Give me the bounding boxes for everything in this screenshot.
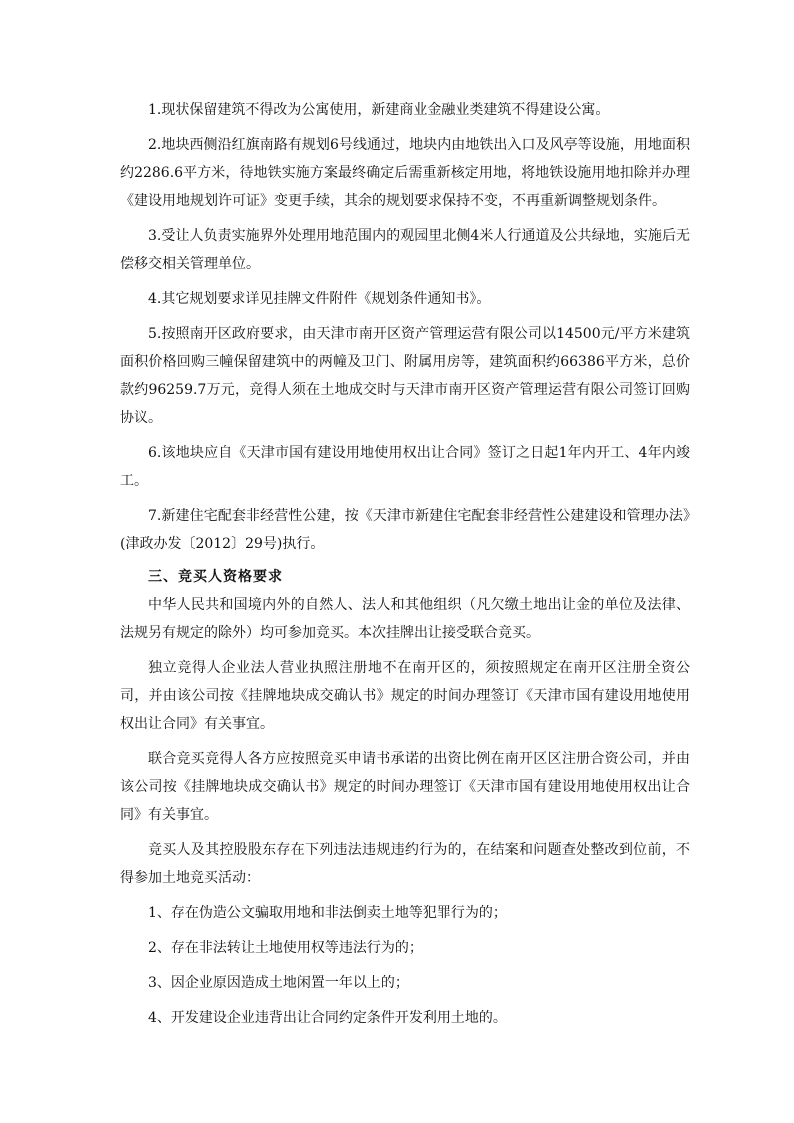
planning-requirement-1: 1.现状保留建筑不得改为公寓使用，新建商业金融业类建筑不得建设公寓。: [148, 102, 610, 118]
qualification-paragraph-2: 独立竞得人企业法人营业执照注册地不在南开区的，须按照规定在南开区注册全资公司，并由该公司按《挂牌地块成交确认书》规定的时间办理签订《天津市国有建设用地使用权出让合同》有关事宜。: [120, 660, 690, 732]
list-item-1: 1、存在伪造公文骗取用地和非法倒卖土地等犯罪行为的；: [148, 905, 507, 921]
list-item-4: 4、开发建设企业违背出让合同约定条件开发利用土地的。: [148, 1010, 507, 1026]
qualification-paragraph-4: 竞买人及其控股股东存在下列违法违规违约行为的，在结案和问题查处整改到位前，不得参加土地竞买活动：: [120, 842, 690, 886]
planning-requirement-6: 6.该地块应自《天津市国有建设用地使用权出让合同》签订之日起1年内开工、4年内竣工。: [120, 445, 690, 489]
qualification-paragraph-3: 联合竞买竞得人各方应按照竞买申请书承诺的出资比例在南开区区注册合资公司，并由该公司按《挂牌地块成交确认书》规定的时间办理签订《天津市国有建设用地使用权出让合同》有关事宜。: [120, 751, 690, 823]
section-heading-bidder-qualifications: 三、竞买人资格要求: [148, 569, 283, 585]
planning-requirement-3: 3.受让人负责实施界外处理用地范围内的观园里北侧4米人行通道及公共绿地，实施后无偿移交相关管理单位。: [120, 228, 690, 272]
planning-requirement-2: 2.地块西侧沿红旗南路有规划6号线通过，地块内由地铁出入口及风亭等设施，用地面积约2286.6平方米，待地铁实施方案最终确定后需重新核定用地，将地铁设施用地扣除并办理《建设用地规划许可证》变更手续，其余的规划要求保持不变，不再重新调整规划条件。: [120, 137, 690, 209]
list-item-3: 3、因企业原因造成土地闲置一年以上的；: [148, 975, 409, 991]
document-body: [120, 96, 690, 1039]
planning-requirement-7: 7.新建住宅配套非经营性公建，按《天津市新建住宅配套非经营性公建建设和管理办法》(津政办发〔2012〕29号)执行。: [120, 508, 690, 552]
planning-requirement-5: 5.按照南开区政府要求，由天津市南开区资产管理运营有限公司以14500元/平方米建筑面积价格回购三幢保留建筑中的两幢及卫门、附属用房等，建筑面积约66386平方米，总价款约96259.7万元，竞得人须在土地成交时与天津市南开区资产管理运营有限公司签订回购协议。: [120, 326, 690, 426]
qualification-paragraph-1: 中华人民共和国境内外的自然人、法人和其他组织（凡欠缴土地出让金的单位及法律、法规另有规定的除外）均可参加竞买。本次挂牌出让接受联合竞买。: [120, 597, 690, 641]
list-item-2: 2、存在非法转让土地使用权等违法行为的；: [148, 940, 423, 956]
planning-requirement-4: 4.其它规划要求详见挂牌文件附件《规划条件通知书》。: [148, 291, 491, 307]
